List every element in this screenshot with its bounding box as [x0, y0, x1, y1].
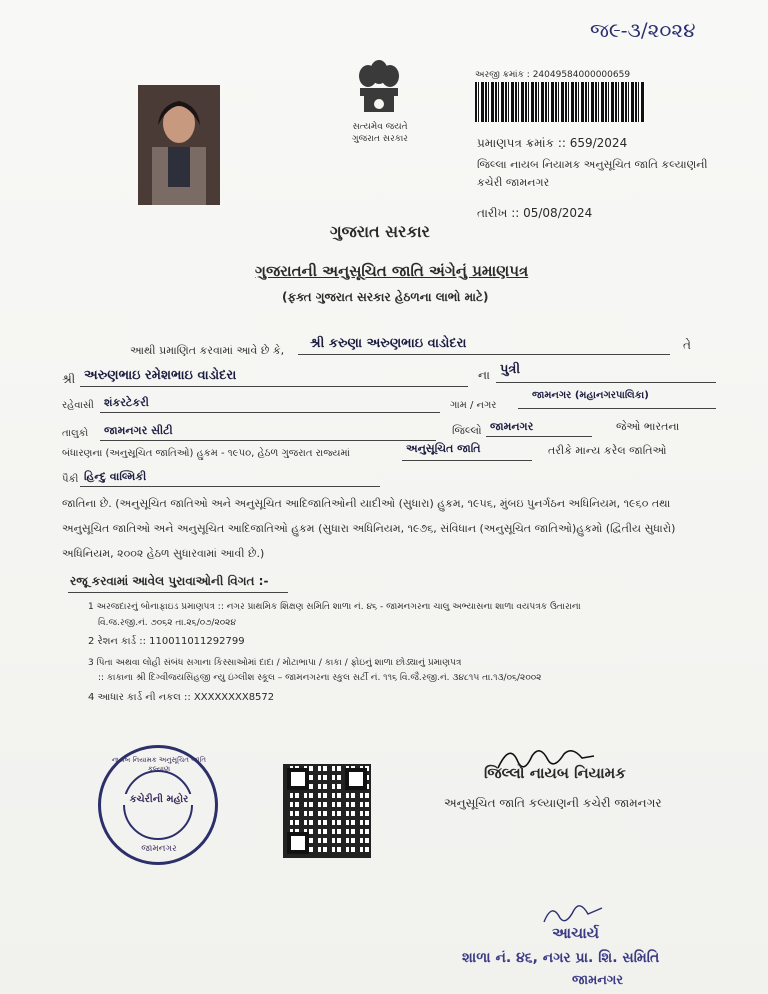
- signatory-office: અનુસૂચિત જાતિ કલ્યાણની કચેરી જામનગર: [444, 796, 662, 810]
- shri-label: શ્રી: [62, 372, 76, 386]
- paragraph-line-3: અધિનિયમ, ૨૦૦૨ હેઠળ સુધારવામાં આવી છે.): [62, 547, 265, 560]
- district-label: જિલ્લો: [452, 424, 482, 437]
- government-title: ગુજરાત સરકાર: [330, 222, 430, 241]
- evidence-item-3-detail: :: કાકાના શ્રી દિગ્વીજયસિંહજી ન્યુ ઇંગ્લીશ સ્કૂલ – જામનગરના સ્કુલ સર્ટી નં. ૧૧૬ વિ.જૈ.રજી.નં. ૩૪૮૧૫ તા.૧૩/૦૬/૨૦૦૨: [98, 673, 542, 683]
- relation-underline: [496, 382, 716, 383]
- office-line-1: જિલ્લા નાયબ નિયામક અનુસૂચિત જાતિ કલ્યાણની: [477, 158, 708, 171]
- issue-date: તારીખ :: 05/08/2024: [477, 206, 593, 220]
- order-text: બંધારણના (અનુસૂચિત જાતિઓ) હુકમ - ૧૯૫૦, હેઠળ ગુજરાત રાજ્યમાં: [62, 448, 350, 459]
- office-line-2: કચેરી જામનગર: [477, 176, 550, 189]
- school-seal-line-2: જામનગર: [572, 973, 624, 988]
- certificate-number: પ્રમાણપત્ર ક્રમાંક :: 659/2024: [477, 136, 628, 150]
- india-text: જેઓ ભારતના: [616, 420, 680, 433]
- handwritten-reference: જ૯-૩/૨૦૨૪: [590, 18, 696, 42]
- district-underline: [486, 436, 592, 437]
- resident-underline: [100, 412, 440, 413]
- evidence-item-2: 2 રેશન કાર્ડ :: 110011011292799: [88, 636, 245, 647]
- te-text: તે: [683, 338, 691, 352]
- application-number: અરજી ક્રમાંક : 24049584000000659: [475, 70, 631, 80]
- qr-code: [283, 764, 371, 858]
- district-value: જામનગર: [490, 420, 534, 433]
- village-underline: [518, 408, 716, 409]
- certificate-title: ગુજરાતની અનુસૂચિત જાતિ અંગેનું પ્રમાણપત્ર: [255, 262, 529, 280]
- applicant-photo: [138, 85, 220, 205]
- evidence-heading: રજૂ કરવામાં આવેલ પુરાવાઓની વિગત :-: [70, 574, 269, 588]
- resident-label: રહેવાસી: [62, 400, 94, 411]
- caste-category: અનુસૂચિત જાતિ: [406, 442, 481, 455]
- stamp-bottom-text: જામનગર: [141, 844, 177, 854]
- caste-underline: [80, 486, 380, 487]
- stamp-ring-text: નાયબ નિયામક અનુસૂચિત જાતિ કલ્યાણ: [111, 756, 207, 773]
- taluka-label: તાલુકો: [62, 428, 89, 439]
- certificate-subtitle: (ફક્ત ગુજરાત સરકાર હેઠળના લાભો માટે): [282, 290, 489, 304]
- evidence-item-3: 3 પિતા અથવા લોહી સંબંધ સગાના કિસ્સાઓમાં દાદા / મોટાભાપા / કાકા / ફોઇનું શાળા છોડ્યાનું પ્રમાણપત્ર: [88, 658, 462, 668]
- relation: પુત્રી: [500, 362, 521, 377]
- evidence-item-1-detail: વિ.જ.રજી.નં. ૭૦૬૨ તા.૨૬/૦૭/૨૦૨૪: [98, 618, 237, 628]
- name-underline: [298, 354, 670, 355]
- school-seal-line-1: શાળા નં. ૪૬, નગર પ્રા. શિ. સમિતિ: [462, 950, 660, 966]
- evidence-item-1: 1 અરજદારનું બોનાફાઇડ પ્રમાણપત્ર :: નગર પ્રાથમિક શિક્ષણ સમિતિ શાળા નં. ૪૬ - જામનગરના ચાલુ અભ્યાસના શાળા વયપત્રક ઉતારાના: [88, 602, 581, 612]
- recognized-text: તરીકે માન્ય કરેલ જાતિઓ: [548, 444, 667, 457]
- emblem-caption-1: સત્યમેવ જયતે: [352, 122, 408, 132]
- stamp-center-text: કચેરીની મહોર: [119, 794, 199, 805]
- certify-text: આથી પ્રમાણિત કરવામાં આવે છે કે,: [130, 344, 285, 357]
- resident-value: શંકરટેકરી: [104, 396, 149, 409]
- taluka-underline: [100, 440, 436, 441]
- office-stamp: [98, 745, 218, 865]
- paragraph-line-2: અનુસૂચિત જાતિઓ અને અનુસૂચિત આદિજાતિઓ હુકમ (સુધારા અધિનિયમ, ૧૯૭૬, સંવિધાન (અનુસૂચિત જાતિઓ)હુકમો (દ્વિતીય સુધારો): [62, 522, 676, 535]
- caste-label: પૈકી: [62, 474, 79, 485]
- emblem-caption-2: ગુજરાત સરકાર: [352, 134, 408, 144]
- signatory-title: જિલ્લો નાયબ નિયામક: [484, 764, 626, 782]
- village-label: ગામ / નગર: [450, 400, 497, 411]
- na-text: ના: [478, 368, 490, 382]
- evidence-item-4: 4 આધાર કાર્ડ ની નકલ :: XXXXXXXX8572: [88, 692, 275, 703]
- national-emblem-icon: [348, 58, 410, 118]
- father-underline: [80, 386, 468, 387]
- paragraph-line-1: જાતિના છે. (અનુસૂચિત જાતિઓ અને અનુસૂચિત આદિજાતિઓની યાદીઓ (સુધારા) હુકમ, ૧૯૫૬, મુંબઇ પુનર્ગઠન અધિનિયમ, ૧૯૬૦ તથા: [62, 497, 671, 510]
- principal-title: આચાર્ય: [552, 924, 600, 942]
- barcode: [475, 82, 645, 122]
- evidence-heading-underline: [68, 592, 288, 593]
- category-underline: [402, 460, 532, 461]
- father-name: અરુણભાઇ રમેશભાઇ વાડોદરા: [84, 368, 237, 383]
- caste-value: હિન્દુ વાલ્મિકી: [84, 470, 147, 483]
- taluka-value: જામનગર સીટી: [104, 424, 173, 437]
- person-name: શ્રી કરુણા અરુણભાઇ વાડોદરા: [310, 336, 467, 351]
- village-value: જામનગર (મહાનગરપાલિકા): [532, 390, 649, 401]
